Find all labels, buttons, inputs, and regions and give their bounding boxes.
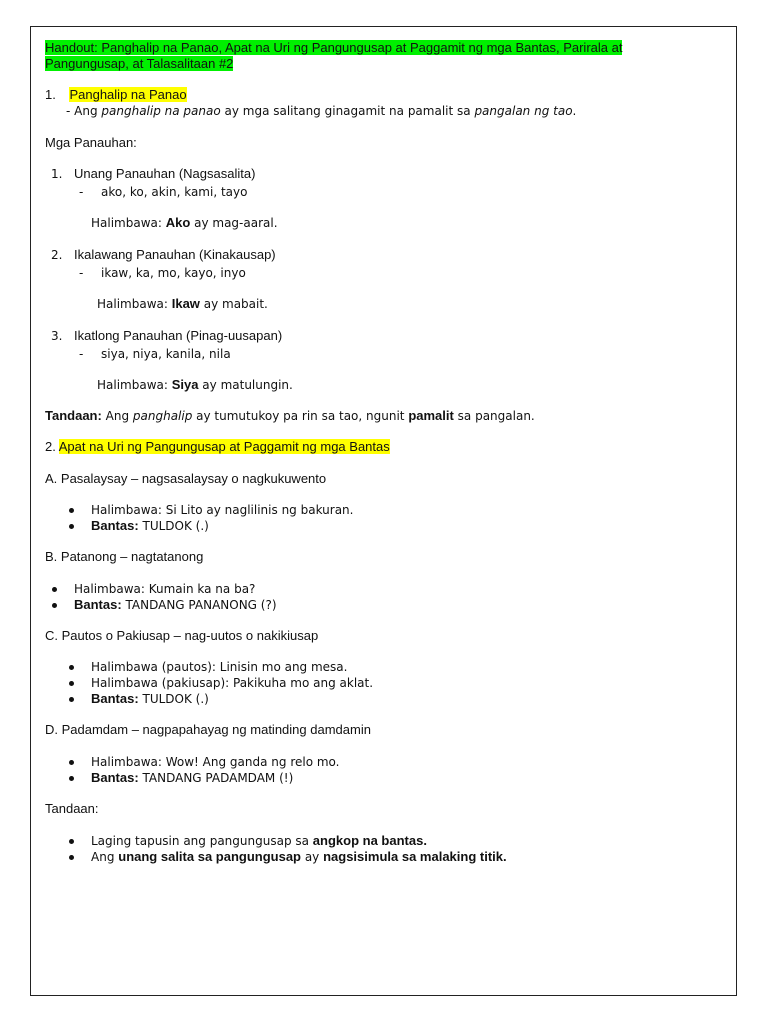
title-line-1: Handout: Panghalip na Panao, Apat na Uri ng Pangungusap at Paggamit ng mga Bantas, Parirala at [45, 40, 623, 55]
uri-b-item-2: Bantas: TANDANG PANANONG (?) [74, 597, 277, 612]
panauhan-3-dash: - [79, 347, 84, 361]
section-1-definition: - Ang panghalip na panao ay mga salitang ginagamit na pamalit sa pangalan ng tao. [66, 104, 577, 118]
bullet-icon [69, 524, 74, 529]
tandaan-note-1: Tandaan: Ang panghalip ay tumutukoy pa rin sa tao, ngunit pamalit sa pangalan. [45, 408, 535, 423]
handout-page [30, 26, 737, 996]
bullet-icon [69, 855, 74, 860]
bullet-icon [52, 587, 57, 592]
panauhan-1-dash: - [79, 185, 84, 199]
bullet-icon [69, 697, 74, 702]
section-2-heading: 2. Apat na Uri ng Pangungusap at Paggamit ng mga Bantas [45, 439, 390, 454]
tandaan-2-item-1: Laging tapusin ang pangungusap sa angkop na bantas. [91, 833, 427, 848]
panauhan-1-example: Halimbawa: Ako ay mag-aaral. [91, 215, 278, 230]
bullet-icon [69, 508, 74, 513]
mga-panauhan-label: Mga Panauhan: [45, 135, 137, 150]
bullet-icon [69, 681, 74, 686]
uri-c-item-3: Bantas: TULDOK (.) [91, 691, 209, 706]
bullet-icon [52, 603, 57, 608]
uri-a-item-2: Bantas: TULDOK (.) [91, 518, 209, 533]
uri-d-heading: D. Padamdam – nagpapahayag ng matinding damdamin [45, 722, 371, 737]
panauhan-2-words: ikaw, ka, mo, kayo, inyo [101, 266, 246, 280]
section-1-heading: 1. Panghalip na Panao [45, 87, 187, 102]
bullet-icon [69, 776, 74, 781]
bullet-icon [69, 839, 74, 844]
bullet-icon [69, 760, 74, 765]
panauhan-1-number: 1. [51, 167, 63, 181]
bullet-icon [69, 665, 74, 670]
uri-c-heading: C. Pautos o Pakiusap – nag-uutos o nakikiusap [45, 628, 319, 643]
panauhan-1-words: ako, ko, akin, kami, tayo [101, 185, 248, 199]
uri-a-heading: A. Pasalaysay – nagsasalaysay o nagkukuwento [45, 471, 327, 486]
panauhan-2-example: Halimbawa: Ikaw ay mabait. [97, 296, 268, 311]
tandaan-2-item-2: Ang unang salita sa pangungusap ay nagsisimula sa malaking titik. [91, 849, 507, 864]
uri-b-item-1: Halimbawa: Kumain ka na ba? [74, 582, 256, 596]
panauhan-1-title: Unang Panauhan (Nagsasalita) [74, 166, 256, 181]
uri-c-item-1: Halimbawa (pautos): Linisin mo ang mesa. [91, 660, 348, 674]
panauhan-2-number: 2. [51, 248, 63, 262]
panauhan-3-number: 3. [51, 329, 63, 343]
uri-d-item-2: Bantas: TANDANG PADAMDAM (!) [91, 770, 294, 785]
panauhan-2-title: Ikalawang Panauhan (Kinakausap) [74, 247, 276, 262]
panauhan-3-title: Ikatlong Panauhan (Pinag-uusapan) [74, 328, 283, 343]
title-line-2: Pangungusap, at Talasalitaan #2 [45, 56, 234, 71]
uri-c-item-2: Halimbawa (pakiusap): Pakikuha mo ang aklat. [91, 676, 374, 690]
panauhan-3-words: siya, niya, kanila, nila [101, 347, 231, 361]
panauhan-2-dash: - [79, 266, 84, 280]
tandaan-label-2: Tandaan: [45, 801, 99, 816]
uri-d-item-1: Halimbawa: Wow! Ang ganda ng relo mo. [91, 755, 340, 769]
uri-b-heading: B. Patanong – nagtatanong [45, 549, 204, 564]
panauhan-3-example: Halimbawa: Siya ay matulungin. [97, 377, 293, 392]
uri-a-item-1: Halimbawa: Si Lito ay naglilinis ng bakuran. [91, 503, 354, 517]
